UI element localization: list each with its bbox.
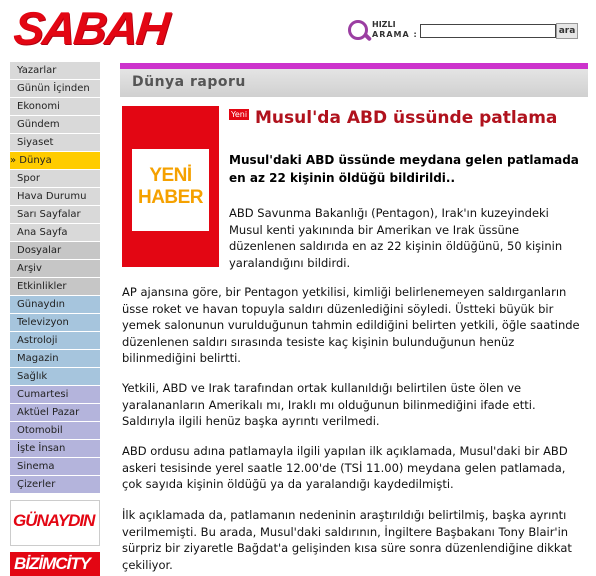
article-paragraph-5: İlk açıklamada da, patlamanın nedeninin araştırıldığı belirtilmiş, başka ayrıntı verilmemişti. Bu arada, Musul'daki saldırının, İngiltere Başbakanı Tony Blair'in sürpriz bir ziyaretle Bağdat'a gelişinden kısa süre sonra düzenlendiğine dikkat çekiliyor.	[122, 508, 572, 572]
article-paragraph-2: AP ajansına göre, bir Pentagon yetkilisi, kimliği belirlenemeyen saldırganların üsse roket ve havan topuyla saldırı düzenlediğini söyledi. Üstteki büyük bir yemek salonunun vurulduğunun tahmin edildiğini belirten yetkili, öğle saatinde düzenlenen saldırı sırasında tesiste kaç kişinin bulunduğunun henüz bilinmediğini belirtti.	[122, 285, 580, 365]
sidebar-item-sari-sayfalar[interactable]: Sarı Sayfalar	[10, 206, 100, 223]
sidebar-item-iste-insan[interactable]: İşte İnsan	[10, 440, 100, 457]
yeni-haber-text-1: YENİ	[149, 165, 192, 186]
new-badge: Yeni	[231, 110, 248, 119]
sabah-logo[interactable]	[10, 2, 170, 54]
article-lead: Musul'daki ABD üssünde meydana gelen patlamada en az 22 kişinin öldüğü bildirildi..	[229, 153, 579, 185]
sidebar-item-cumartesi[interactable]: Cumartesi	[10, 386, 100, 403]
section-title: Dünya raporu	[132, 74, 246, 90]
yeni-haber-text-2: HABER	[137, 187, 204, 208]
sidebar-item-siyaset[interactable]: Siyaset	[10, 134, 100, 151]
bizimcity-promo[interactable]	[10, 552, 100, 576]
article-paragraph-1: ABD Savunma Bakanlığı (Pentagon), Irak'ın kuzeyindeki Musul kenti yakınında bir Amerikan ve Irak üssüne düzenlenen saldırıda en az 22 kişinin öldüğünü, 50 kişinin yaralandığını bildirdi.	[229, 206, 563, 270]
search-icon-handle	[363, 32, 372, 41]
sidebar-item-etkinlikler[interactable]: Etkinlikler	[10, 278, 100, 295]
sidebar-item-televizyon[interactable]: Televizyon	[10, 314, 100, 331]
gunaydin-promo[interactable]	[10, 500, 100, 546]
sidebar-item-gundem[interactable]: Gündem	[10, 116, 100, 133]
sidebar-item-yazarlar[interactable]: Yazarlar	[10, 62, 100, 79]
sidebar-item-gunaydin[interactable]: Günaydın	[10, 296, 100, 313]
sidebar-item-ekonomi[interactable]: Ekonomi	[10, 98, 100, 115]
sidebar-item-astroloji[interactable]: Astroloji	[10, 332, 100, 349]
sidebar-item-spor[interactable]: Spor	[10, 170, 100, 187]
article-paragraph-4: ABD ordusu adına patlamayla ilgili yapılan ilk açıklamada, Musul'daki bir ABD askeri tesisinde yerel saatle 12.00'de (TSİ 11.00) meydana gelen patlamada, çok sayıda kişinin öldüğü ya da yaralandığı kaydedilmişti.	[122, 444, 568, 491]
yeni-haber-box	[132, 149, 209, 231]
sidebar-nav	[10, 62, 100, 494]
logo-text: SABAH	[11, 2, 171, 54]
search-label-bottom: ARAMA :	[372, 30, 418, 39]
sidebar-item-sinema[interactable]: Sinema	[10, 458, 100, 475]
bizimcity-promo-text: BİZİMCİTY	[14, 554, 90, 573]
sidebar-item-hava-durumu[interactable]: Hava Durumu	[10, 188, 100, 205]
sidebar-item-ana-sayfa[interactable]: Ana Sayfa	[10, 224, 100, 241]
sidebar-item-gunun-icinden[interactable]: Günün İçinden	[10, 80, 100, 97]
sidebar-item-arsiv[interactable]: Arşiv	[10, 260, 100, 277]
sidebar-item-saglik[interactable]: Sağlık	[10, 368, 100, 385]
quick-search	[348, 18, 578, 44]
article-paragraph-3: Yetkili, ABD ve Irak tarafından ortak kullanıldığı belirtilen üste ölen ve yaralananların Amerikalı mı, Iraklı mı olduğunun bilinmediğini ifade etti. Saldırıyla ilgili henüz başka ayrıntı verilmedi.	[122, 381, 536, 428]
search-button[interactable]: ara	[556, 23, 578, 39]
gunaydin-promo-text: GÜNAYDIN	[13, 511, 95, 530]
sidebar-item-cizerler[interactable]: Çizerler	[10, 476, 100, 493]
yeni-haber-image	[122, 106, 219, 267]
sidebar-item-aktuel-pazar[interactable]: Aktüel Pazar	[10, 404, 100, 421]
section-header	[120, 69, 588, 97]
article-headline: Musul'da ABD üssünde patlama	[255, 108, 558, 128]
sidebar-item-dosyalar[interactable]: Dosyalar	[10, 242, 100, 259]
sidebar-item-otomobil[interactable]: Otomobil	[10, 422, 100, 439]
search-label-top: HIZLI	[372, 20, 396, 29]
sidebar-item-magazin[interactable]: Magazin	[10, 350, 100, 367]
search-input[interactable]	[420, 24, 556, 38]
sidebar-item-dunya[interactable]: » Dünya	[10, 152, 100, 169]
